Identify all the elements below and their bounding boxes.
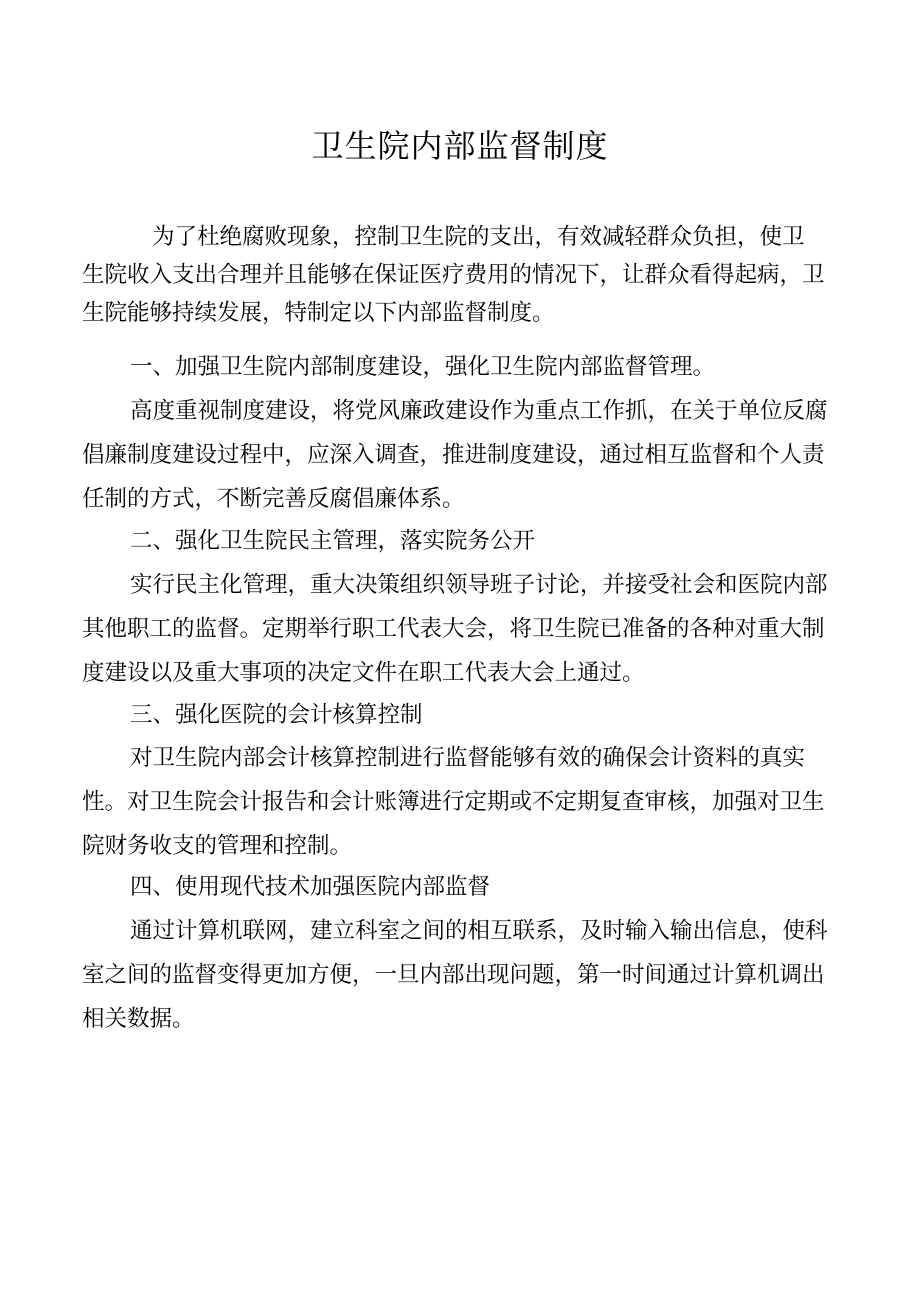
intro-line: 生院收入支出合理并且能够在保证医疗费用的情况下，让群众看得起病，卫 [82,262,825,288]
paragraph-line: 其他职工的监督。定期举行职工代表大会，将卫生院已准备的各种对重大制 [82,616,825,642]
paragraph-line: 实行民主化管理，重大决策组织领导班子讨论，并接受社会和医院内部 [130,572,828,598]
paragraph-line: 相关数据。 [82,1006,195,1032]
intro-line: 为了杜绝腐败现象，控制卫生院的支出，有效减轻群众负担，使卫 [152,224,805,250]
paragraph-line: 性。对卫生院会计报告和会计账簿进行定期或不定期复查审核，加强对卫生 [82,789,825,815]
section-1-paragraph [82,392,852,518]
intro-line: 生院能够持续发展，特制定以下内部监督制度。 [82,300,555,326]
paragraph-line: 对卫生院内部会计核算控制进行监督能够有效的确保会计资料的真实 [130,745,806,771]
paragraph-line: 高度重视制度建设，将党风廉政建设作为重点工作抓，在关于单位反腐 [130,398,828,424]
section-4-heading: 四、使用现代技术加强医院内部监督 [130,874,491,900]
intro-paragraph [82,218,852,332]
section-2-heading: 二、强化卫生院民主管理，落实院务公开 [130,528,536,554]
section-2-paragraph [82,566,852,692]
paragraph-line: 倡廉制度建设过程中，应深入调查，推进制度建设，通过相互监督和个人责 [82,442,825,468]
paragraph-line: 院财务收支的管理和控制。 [82,833,353,859]
paragraph-line: 任制的方式，不断完善反腐倡廉体系。 [82,486,465,512]
section-3-heading: 三、强化医院的会计核算控制 [130,702,423,728]
section-3-paragraph [82,739,852,865]
paragraph-line: 室之间的监督变得更加方便，一旦内部出现问题，第一时间通过计算机调出 [82,962,825,988]
document-title: 卫生院内部监督制度 [311,127,609,165]
section-1-heading: 一、加强卫生院内部制度建设，强化卫生院内部监督管理。 [130,354,716,380]
section-4-paragraph [82,912,852,1038]
paragraph-line: 度建设以及重大事项的决定文件在职工代表大会上通过。 [82,660,645,686]
paragraph-line: 通过计算机联网，建立科室之间的相互联系，及时输入输出信息，使科 [130,918,828,944]
